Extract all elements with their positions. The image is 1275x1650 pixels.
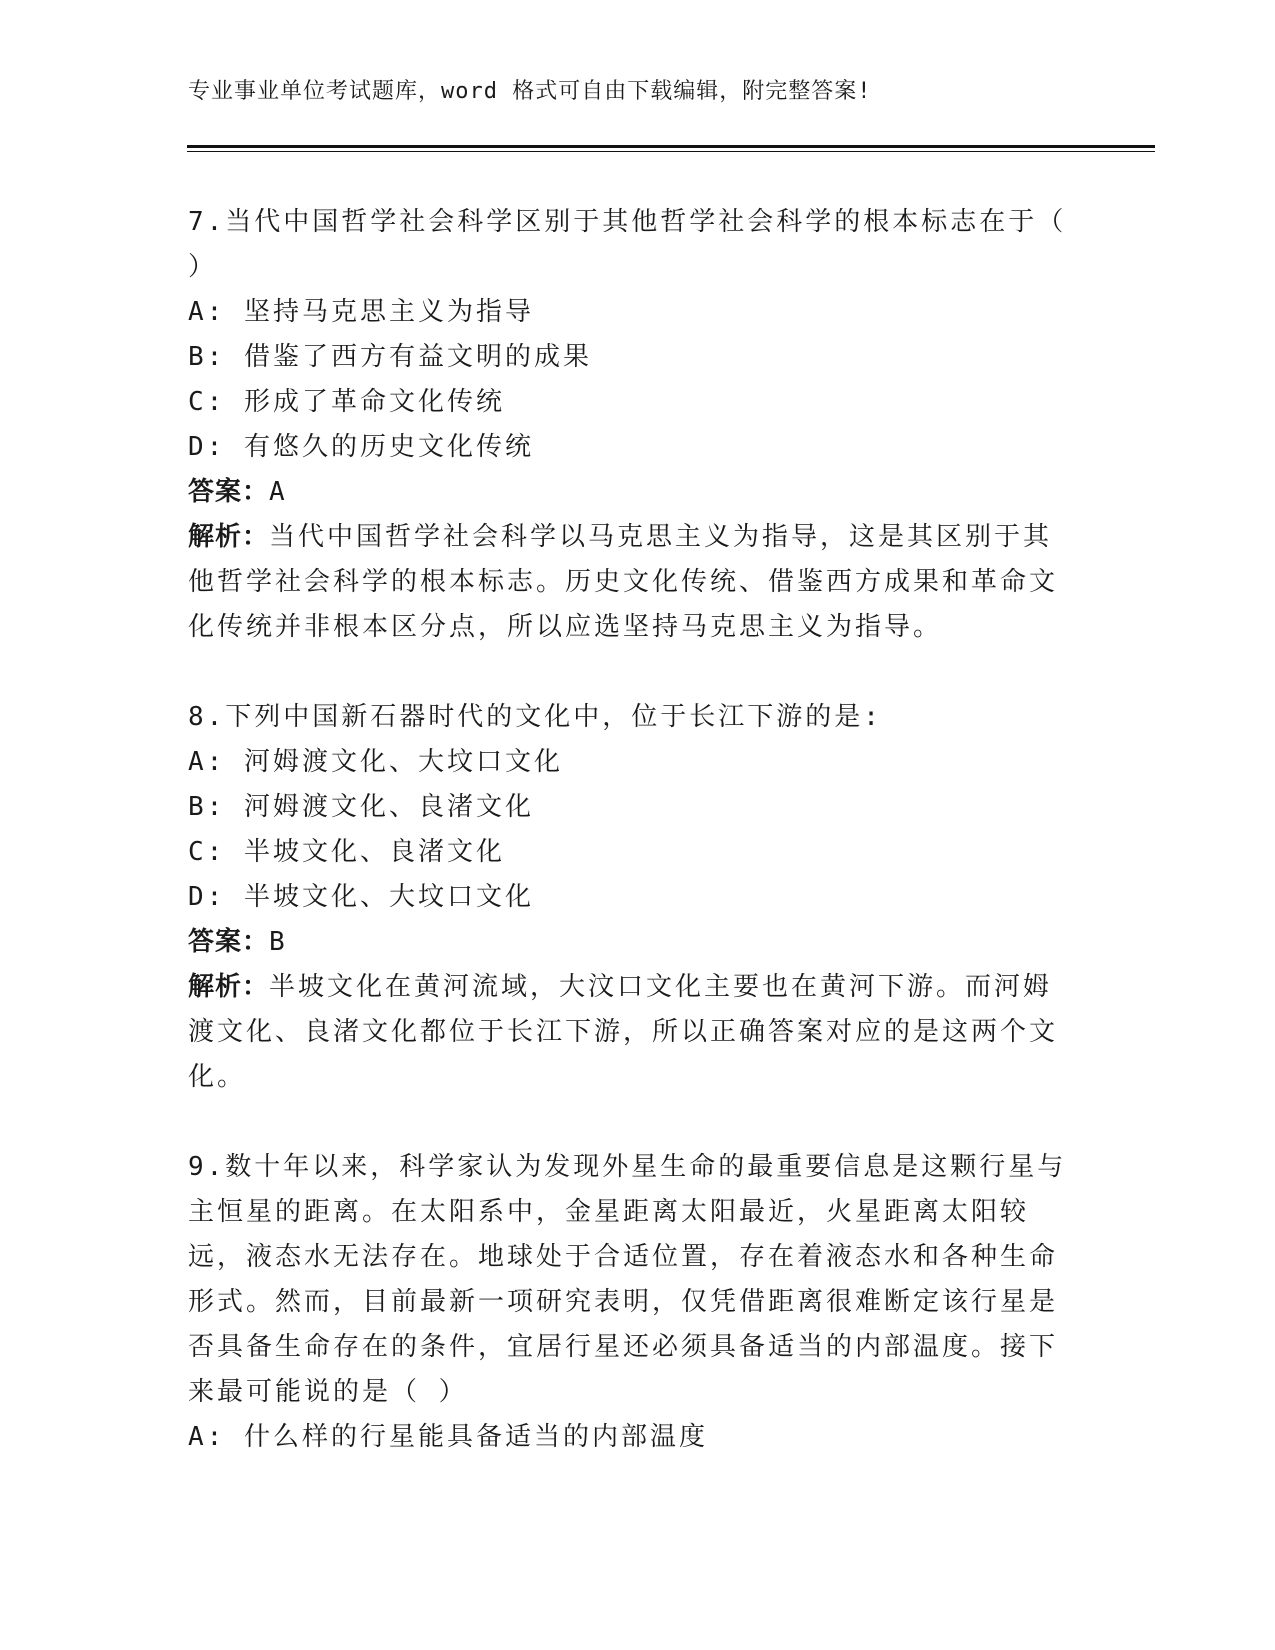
- analysis-paragraph: [188, 515, 1068, 650]
- question-list: [188, 200, 1068, 1460]
- option-d: D: 有悠久的历史文化传统: [188, 432, 534, 462]
- option-c: C: 形成了革命文化传统: [188, 387, 505, 417]
- option-b: B: 借鉴了西方有益文明的成果: [188, 342, 592, 372]
- question-9: [188, 1145, 1068, 1460]
- option-c: C: 半坡文化、良渚文化: [188, 837, 505, 867]
- analysis-label: 解析：: [188, 522, 270, 552]
- question-spacer: [188, 650, 1068, 695]
- question-7: [188, 200, 1068, 650]
- answer-label: 答案：: [188, 927, 270, 957]
- option-a: A: 坚持马克思主义为指导: [188, 297, 534, 327]
- analysis-label: 解析：: [188, 972, 270, 1002]
- answer-line: [188, 470, 1068, 515]
- question-stem: 9.数十年以来，科学家认为发现外星生命的最重要信息是这颗行星与主恒星的距离。在太阳系中，金星距离太阳最近，火星距离太阳较远，液态水无法存在。地球处于合适位置，存在着液态水和各种生命形式。然而，目前最新一项研究表明，仅凭借距离很难断定该行星是否具备生命存在的条件，宜居行星还必须具备适当的内部温度。接下来最可能说的是（ ）: [188, 1152, 1067, 1407]
- answer-value: A: [269, 477, 288, 507]
- header-rule-thick: [187, 145, 1155, 148]
- question-spacer: [188, 1100, 1068, 1145]
- analysis-text: 当代中国哲学社会科学以马克思主义为指导，这是其区别于其他哲学社会科学的根本标志。历史文化传统、借鉴西方成果和革命文化传统并非根本区分点，所以应选坚持马克思主义为指导。: [188, 522, 1059, 642]
- header-rule-thin: [187, 151, 1155, 152]
- analysis-paragraph: [188, 965, 1068, 1100]
- answer-line: [188, 920, 1068, 965]
- question-stem: 7.当代中国哲学社会科学区别于其他哲学社会科学的根本标志在于（ ）: [188, 207, 1067, 282]
- question-8: [188, 695, 1068, 1100]
- answer-value: B: [269, 927, 288, 957]
- option-a: A: 什么样的行星能具备适当的内部温度: [188, 1422, 708, 1452]
- option-d: D: 半坡文化、大坟口文化: [188, 882, 534, 912]
- answer-label: 答案：: [188, 477, 270, 507]
- option-b: B: 河姆渡文化、良渚文化: [188, 792, 534, 822]
- page-header: 专业事业单位考试题库，word 格式可自由下载编辑，附完整答案!: [188, 79, 872, 104]
- analysis-text: 半坡文化在黄河流域，大汶口文化主要也在黄河下游。而河姆渡文化、良渚文化都位于长江下游，所以正确答案对应的是这两个文化。: [188, 972, 1059, 1092]
- option-a: A: 河姆渡文化、大坟口文化: [188, 747, 563, 777]
- question-stem: 8.下列中国新石器时代的文化中，位于长江下游的是:: [188, 702, 882, 732]
